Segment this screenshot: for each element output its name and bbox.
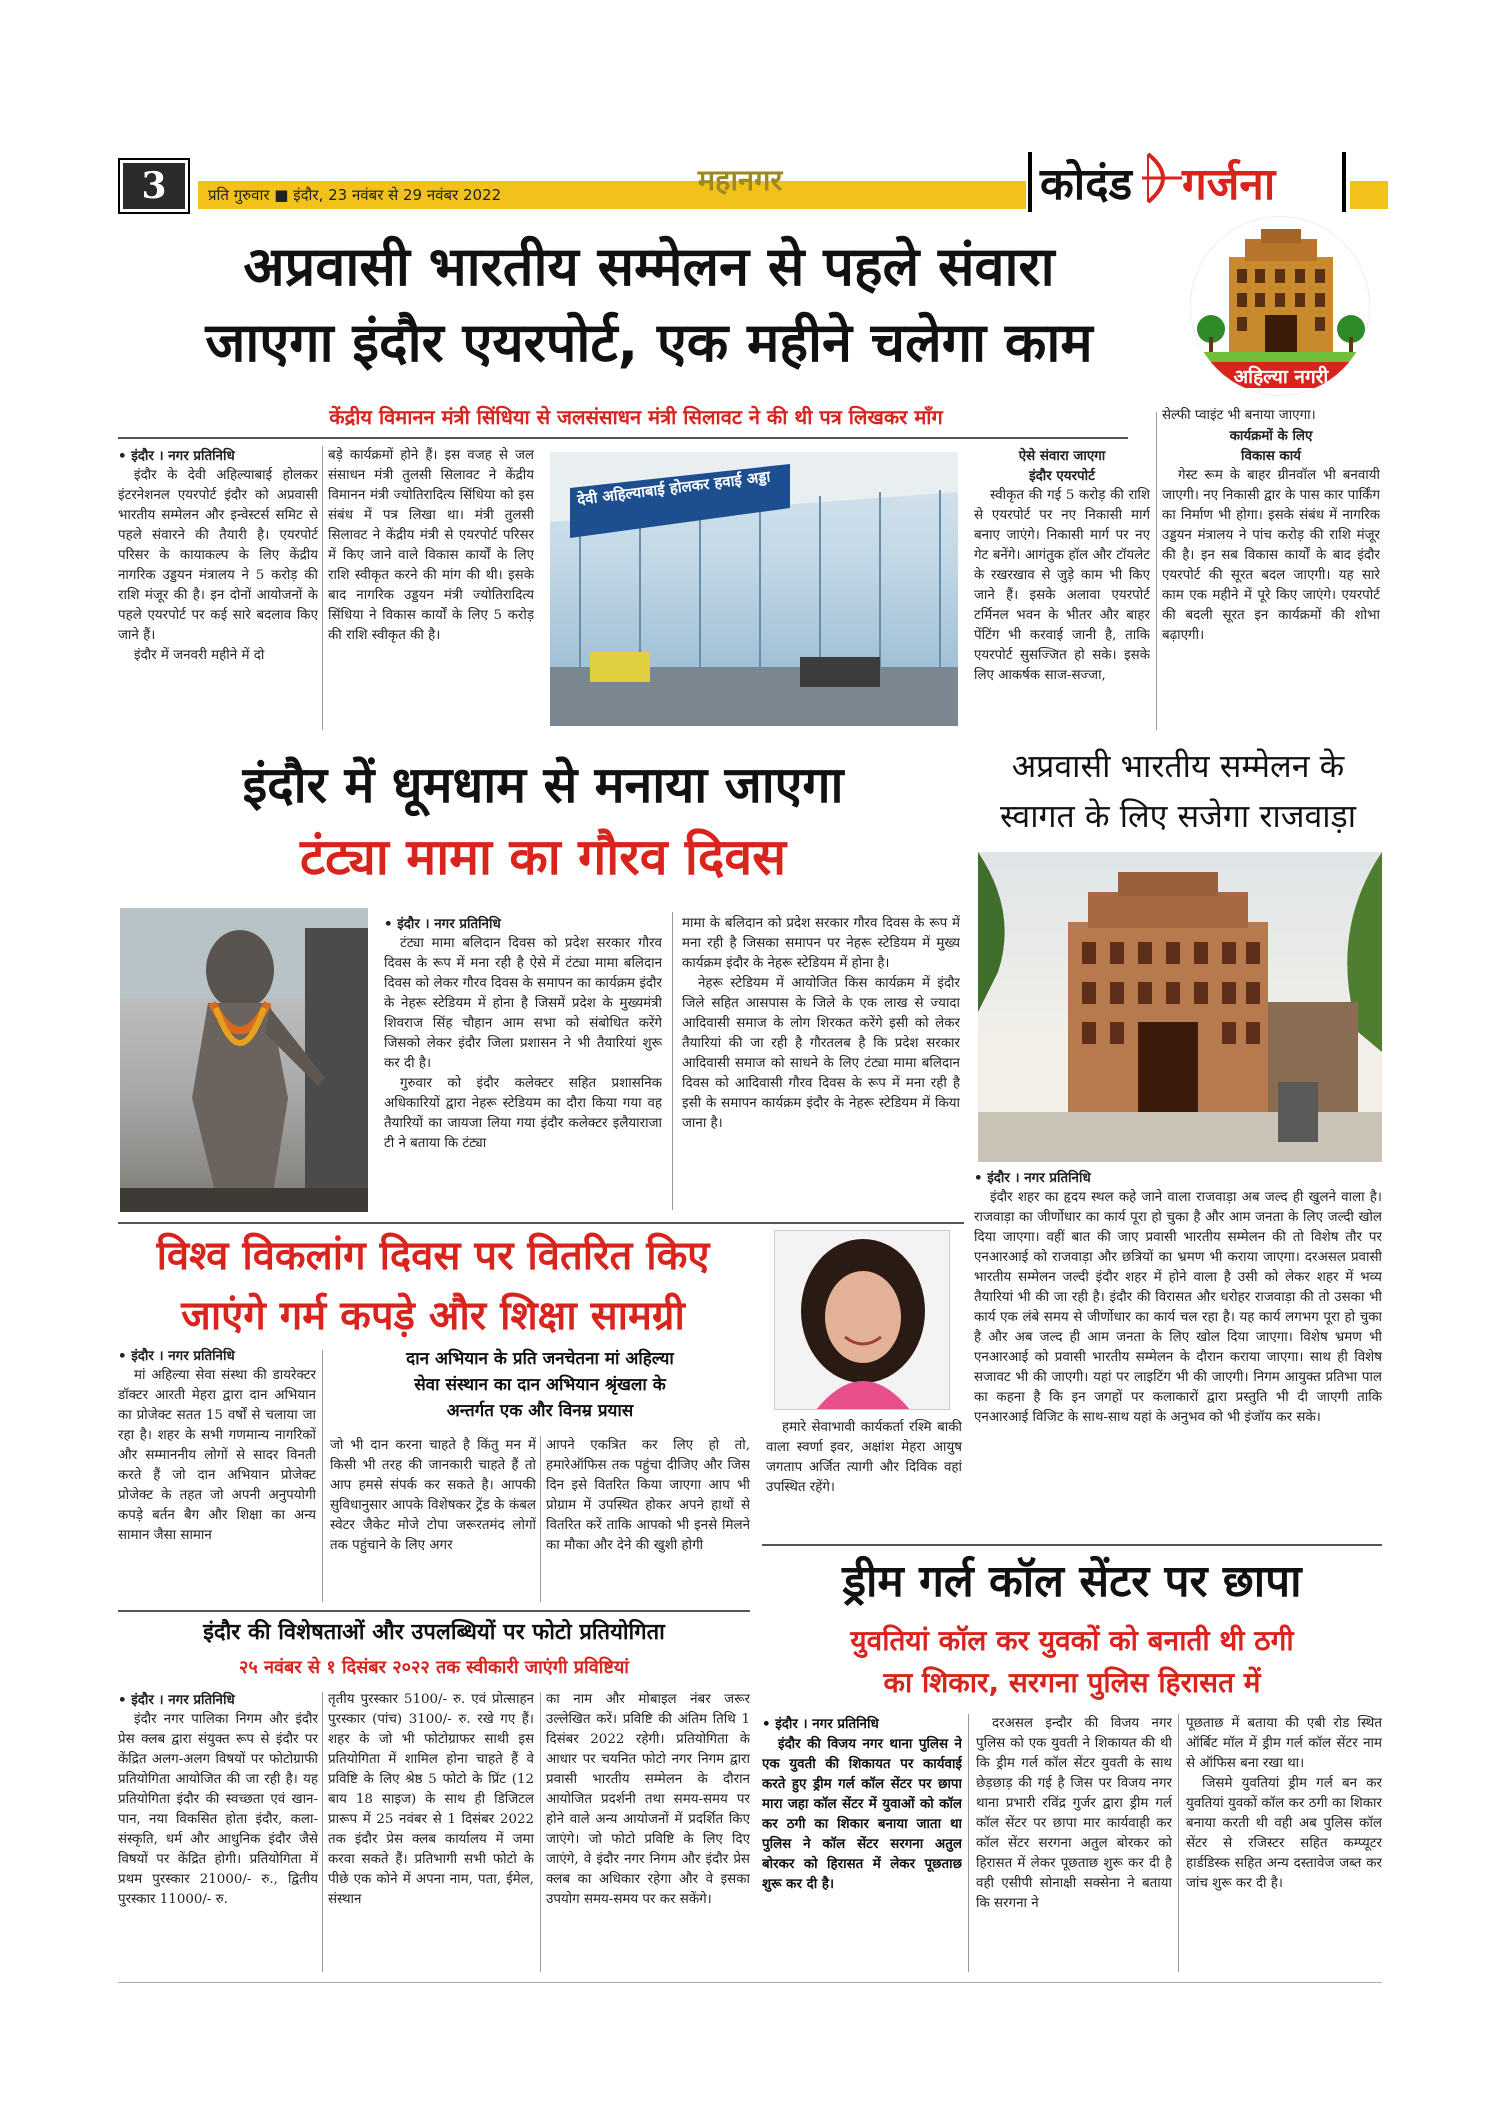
- airport-col1-para: इंदौर के देवी अहिल्याबाई होलकर इंटरनेशनल एयरपोर्ट इंदौर को अप्रवासी भारतीय सम्मेलन और इन्वेस्टर्स समिट से पहले संवारने की तैयारी है। एयरपोर्ट परिसर के कायाकल्प के लिए केंद्रीय नागरिक उड्डयन मंत्रालय ने 5 करोड़ की राशि मंजूर की है। इन दोनों आयोजनों के पहले एयरपोर्ट पर कई सारे बदलाव किए जाने हैं।: [118, 468, 318, 643]
- disability-column-2: [330, 1436, 536, 1604]
- disability-col3-para: आपने एकत्रित कर लिए हो तो, हमारेऑफिस तक पहुंचा दीजिए और जिस दिन इसे वितरित किया जाएगा आप भी प्रोग्राम में उपस्थित होकर अपने हाथों से वितरित करें ताकि आपको भी इनसे मिलने का मौका और देने की खुशी होगी: [546, 1438, 750, 1553]
- disability-column-3: [546, 1436, 750, 1604]
- column-divider: [322, 446, 323, 730]
- airport-column-2: [328, 446, 534, 732]
- airport-box-heading-1: ऐसे संवारा जाएगा: [1018, 448, 1106, 464]
- airport-col4-para: गेस्ट रूम के बाहर ग्रीनवॉल भी बनवायी जाएगी। नए निकासी द्वार के पास कार पार्किंग का निर्माण भी होगा। इसके संबंध में नागरिक उड्डयन मंत्रालय ने पांच करोड़ की राशि मंजूर की है। इन सब विकास कार्यों के बाद इंदौर एयरपोर्ट की सूरत बदल जाएगी। यह सारे काम एक महीने में पूरे किए जाएंगे। एयरपोर्ट की बदली सूरत इन कार्यक्रमों की शोभा बढ़ाएगी।: [1162, 468, 1380, 643]
- airport-byline: • इंदौर । नगर प्रतिनिधि: [118, 448, 235, 464]
- callcenter-col3-para: पूछताछ में बताया की एबी रोड स्थित ऑर्बिट मॉल में ड्रीम गर्ल कॉल सेंटर नाम से ऑफिस बना रखा था।: [1186, 1716, 1382, 1771]
- donation-box-line-1: दान अभियान के प्रति जनचेतना मां अहिल्या: [406, 1349, 674, 1369]
- disability-headline-line-2: जाएंगे गर्म कपड़े और शिक्षा सामग्री: [181, 1293, 685, 1339]
- page-number-box: [118, 158, 190, 214]
- masthead-divider-left: [1028, 152, 1032, 212]
- callcenter-col2-para: दरअसल इन्दौर की विजय नगर पुलिस को एक युवती ने शिकायत की थी कि ड्रीम गर्ल कॉल सेंटर युवती के साथ छेड़छाड़ की गई है जिस पर विजय नगर थाना प्रभारी रविंद्र गुर्जर द्वारा ड्रीम गर्ल कॉल सेंटर पर छापा मार कार्यवाही कर कॉल सेंटर सरगना अतुल बोरकर को हिरासत में लेकर पूछताछ शुरू कर दी है वही एसीपी सोनाक्षी सक्सेना ने बताया कि सरगना ने: [976, 1716, 1172, 1911]
- column-divider: [968, 1714, 969, 1972]
- airport-col4-heading-2: विकास कार्य: [1241, 448, 1301, 464]
- volunteer-caption-text: हमारे सेवाभावी कार्यकर्ता रश्मि बाकी वाला स्वर्णा इवर, अक्षांश मेहरा आयुष जगताप अर्जित त्यागी और दिविक वहां उपस्थित रहेंगे।: [766, 1420, 962, 1495]
- tantya-headline-line-1: इंदौर में धूमधाम से मनाया जाएगा: [242, 756, 844, 814]
- column-divider: [322, 1692, 323, 1972]
- photo-contest-col3-para: का नाम और मोबाइल नंबर जरूर उल्लेखित करें। प्रविष्टि की अंतिम तिथि 1 दिसंबर 2022 रहेगी। प्रतियोगिता के आधार पर चयनित फोटो नगर निगम द्वारा प्रवासी भारतीय सम्मेलन के दौरान आयोजित प्रदर्शनी तथा समय-समय पर होने वाले अन्य आयोजनों में प्रदर्शित किए जाएंगे। जो फोटो प्रविष्टि के लिए दिए जाएंगे, वे इंदौर नगर निगम और इंदौर प्रेस क्लब का अधिकार रहेगा और वे इसका उपयोग समय-समय पर कर सकेंगे।: [546, 1692, 750, 1907]
- airport-box-heading-2: इंदौर एयरपोर्ट: [1029, 468, 1095, 484]
- airport-photo-sign: देवी अहिल्याबाई होलकर हवाई अड्डा: [576, 467, 772, 509]
- masthead-band-right: [1350, 181, 1388, 209]
- column-divider: [1156, 412, 1157, 730]
- airport-col4-heading-1: कार्यक्रमों के लिए: [1229, 428, 1313, 444]
- callcenter-subhead-line-1: युवतियां कॉल कर युवकों को बनाती थी ठगी: [850, 1624, 1294, 1657]
- tantya-col1-para-b: गुरुवार को इंदौर कलेक्टर सहित प्रशासनिक अधिकारियों द्वारा नेहरू स्टेडियम का दौरा किया गया वह तैयारियों का जायजा लिया गया इंदौर कलेक्टर इलैयाराजा टी ने बताया कि टंट्या: [384, 1076, 662, 1151]
- airport-headline-line-2: जाएगा इंदौर एयरपोर्ट, एक महीने चलेगा काम: [205, 311, 1093, 374]
- photo-contest-col1-para: इंदौर नगर पालिका निगम और इंदौर प्रेस क्लब द्वारा संयुक्त रूप से इंदौर पर केंद्रित अलग-अलग विषयों पर फोटोग्राफी प्रतियोगिता आयोजित की जा रही है। यह प्रतियोगिता इंदौर की स्वच्छता एवं खान-पान, नया विकसित होता इंदौर, कला-संस्कृति, धर्म और आधुनिक इंदौर जैसे विषयों पर केंद्रित होगी। प्रतियोगिता में प्रथम पुरस्कार 21000/- रु., द्वितीय पुरस्कार 11000/- रु.: [118, 1712, 318, 1907]
- column-divider: [1178, 1714, 1179, 1972]
- rajwada-headline-line-1: अप्रवासी भारतीय सम्मेलन के: [1011, 747, 1345, 785]
- tantya-mama-statue-photo: [120, 908, 368, 1212]
- section-rule: [118, 1610, 750, 1612]
- disability-col1-para: मां अहिल्या सेवा संस्था की डायरेक्टर डॉक्टर आरती मेहरा द्वारा दान अभियान का प्रोजेक्ट सतत 15 वर्षों से चलाया जा रहा है। शहर के सभी गणमान्य नागरिकों और सम्माननीय लोगों से सादर विनती करते हैं जो दान अभियान प्रोजेक्ट प्रोजेक्ट के तहत जो अपनी अनुपयोगी कपड़े बर्तन बैग और शिक्षा का अन्य सामान जैसा सामान: [118, 1368, 316, 1543]
- airport-col2-para: बड़े कार्यक्रमों होने हैं। इस वजह से जल संसाधन मंत्री तुलसी सिलावट ने केंद्रीय विमानन मंत्री ज्योतिरादित्य सिंधिया को इस संबंध में पत्र लिखा था। मंत्री तुलसी सिलावट ने केंद्रीय मंत्री से एयरपोर्ट परिसर में किए जाने वाले विकास कार्यों के लिए राशि स्वीकृत करने की मांग की थी। इसके बाद नागरिक उड्डयन मंत्री ज्योतिरादित्य सिंधिया ने विकास कार्यों के लिए 5 करोड़ की राशि स्वीकृत की है।: [328, 448, 534, 643]
- page-number: 3: [123, 163, 185, 209]
- airport-photo: [550, 452, 958, 726]
- rajwada-body: इंदौर शहर का हृदय स्थल कहे जाने वाला राजवाड़ा अब जल्द ही खुलने वाला है। राजवाड़ा का जीर्णोधार का कार्य पूरा हो चुका है और आम जनता के लिए जल्दी खोल दिया जाएगा। वहीं बात की जाए प्रवासी भारतीय सम्मेलन की तो विशेष तौर पर एनआरआई को राजवाड़ा और छत्रियों का भ्रमण भी कराया जाएगा। दरअसल प्रवासी भारतीय सम्मेलन जल्दी इंदौर शहर में होने वाला है उसी को लेकर शहर में भव्य तैयारियां भी की जा रही है। इंदौर की विरासत और धरोहर राजवाड़ा की तो उसका भी कार्य एक लंबे समय से जीर्णोधार का कार्य चल रहा है। यह कार्य लगभग पूरा हो चुका है और अब जल्द ही आम जनता के लिए खोल दिया जाएगा। विशेष भ्रमण भी एनआरआई को प्रवासी भारतीय सम्मेलन के दौरान कराया जाएगा। साथ ही विशेष सजावट भी की जाएगी। यहां पर लाइटिंग भी की जाएगी। निगम आयुक्त प्रतिभा पाल का कहना है कि इन जगहों पर कलाकारों द्वारा प्रस्तुति भी दी जाएगी ताकि एनआरआई विजिट के साथ-साथ यहां के अनुभव को भी इंजॉय कर सके।: [974, 1190, 1382, 1425]
- photo-contest-subhead: २५ नवंबर से १ दिसंबर २०२२ तक स्वीकारी जाएंगी प्रविष्टियां: [239, 1657, 629, 1678]
- brand-name-left: कोदंड: [1040, 159, 1133, 210]
- donation-box-line-3: अन्तर्गत एक और विनम्र प्रयास: [446, 1401, 634, 1421]
- disability-byline: • इंदौर । नगर प्रतिनिधि: [118, 1348, 235, 1364]
- tantya-column-1: [384, 914, 662, 1214]
- column-divider: [540, 1436, 541, 1602]
- airport-col4-top: सेल्फी प्वाइंट भी बनाया जाएगा।: [1162, 408, 1316, 423]
- tantya-headline-line-2: टंट्या मामा का गौरव दिवस: [299, 828, 787, 886]
- donation-drive-box: [330, 1346, 750, 1424]
- masthead-divider-right: [1342, 152, 1346, 212]
- volunteer-portrait-photo: [774, 1230, 950, 1410]
- column-divider: [540, 1692, 541, 1972]
- photo-contest-column-1: [118, 1690, 318, 1974]
- section-rule: [762, 1544, 1382, 1546]
- bottom-rule: [118, 1982, 1382, 1983]
- tantya-byline: • इंदौर । नगर प्रतिनिधि: [384, 916, 501, 932]
- airport-column-4: [1162, 406, 1380, 732]
- volunteer-caption: [766, 1418, 962, 1538]
- emblem-caption: अहिल्या नगरी: [1233, 366, 1329, 388]
- tantya-column-2: [682, 914, 960, 1214]
- bow-icon: [1140, 150, 1184, 206]
- airport-subhead-rule: [118, 437, 1128, 439]
- airport-subhead: केंद्रीय विमानन मंत्री सिंधिया से जलसंसाधन मंत्री सिलावट ने की थी पत्र लिखकर माँग: [329, 405, 943, 429]
- callcenter-column-1: [762, 1714, 962, 1976]
- section-rule: [118, 1222, 964, 1224]
- tantya-col2-para-b: नेहरू स्टेडियम में आयोजित किस कार्यक्रम में इंदौर जिले सहित आसपास के जिले के एक लाख से ज्यादा आदिवासी समाज के लोग शिरकत करेंगे इसी को लेकर तैयारियां की जा रही है गौरतलब है कि प्रदेश सरकार आदिवासी समाज को साधने के लिए टंट्या मामा बलिदान दिवस को आदिवासी गौरव दिवस के रूप में मना रही है इसी के समापन कार्यक्रम इंदौर के नेहरू स्टेडियम में किया जाना है।: [682, 976, 960, 1131]
- section-name: महानगर: [697, 163, 783, 197]
- callcenter-col3-para-b: जिसमे युवतियां ड्रीम गर्ल बन कर युवतियां युवकों कॉल कर ठगी का शिकार बनाया करती थी वही अब पुलिस कॉल सेंटर से रजिस्टर सहित कम्प्यूटर हार्डडिस्क सहित अन्य दस्तावेज जब्त कर जांच शुरू कर दी है।: [1186, 1776, 1382, 1891]
- disability-column-1: [118, 1346, 316, 1604]
- callcenter-column-2: [976, 1714, 1172, 1976]
- photo-contest-headline: इंदौर की विशेषताओं और उपलब्धियों पर फोटो प्रतियोगिता: [203, 1620, 665, 1645]
- callcenter-headline: ड्रीम गर्ल कॉल सेंटर पर छापा: [842, 1556, 1302, 1607]
- photo-contest-column-3: [546, 1690, 750, 1974]
- donation-box-line-2: सेवा संस्थान का दान अभियान श्रृंखला के: [414, 1375, 666, 1395]
- rajwada-byline: • इंदौर । नगर प्रतिनिधि: [974, 1170, 1091, 1186]
- disability-col2-para: जो भी दान करना चाहते है किंतु मन में किसी भी तरह की जानकारी चाहते हैं तो आप हमसे संपर्क कर सकते है। आपकी सुविधानुसार आपके विशेषकर ट्रेंड के कंबल स्वेटर जैकेट मोजे टोपा जरूरतमंद लोगों तक पहुंचाने के लिए अगर: [330, 1438, 536, 1553]
- brand-name-right: गर्जना: [1182, 159, 1276, 210]
- rajwada-headline-line-2: स्वागत के लिए सजेगा राजवाड़ा: [999, 797, 1357, 835]
- airport-column-3: [974, 446, 1150, 732]
- airport-column-1: [118, 446, 318, 732]
- airport-headline-line-1: अप्रवासी भारतीय सम्मेलन से पहले संवारा: [243, 235, 1055, 298]
- issue-line: प्रति गुरुवार ■ इंदौर, 23 नवंबर से 29 नवंबर 2022: [208, 186, 502, 204]
- callcenter-byline: • इंदौर । नगर प्रतिनिधि: [762, 1716, 879, 1732]
- photo-contest-byline: • इंदौर । नगर प्रतिनिधि: [118, 1692, 235, 1708]
- airport-col3-para: स्वीकृत की गई 5 करोड़ की राशि से एयरपोर्ट पर नए निकासी मार्ग बनाए जाएंगे। निकासी मार्ग पर नए गेट बनेंगे। आगंतुक हॉल और टॉयलेट के रखरखाव से जुड़े काम भी किए जाने हैं। इसके अलावा एयरपोर्ट टर्मिनल भवन के भीतर और बाहर पेंटिंग भी करवाई जानी है, ताकि एयरपोर्ट सुसज्जित हो सके। इसके लिए आकर्षक साज-सज्जा,: [974, 488, 1150, 683]
- airport-col1-para-b: इंदौर में जनवरी महीने में दो: [134, 648, 265, 663]
- callcenter-subhead-line-2: का शिकार, सरगना पुलिस हिरासत में: [883, 1666, 1261, 1699]
- column-divider: [322, 1350, 323, 1602]
- tantya-col2-para: मामा के बलिदान को प्रदेश सरकार गौरव दिवस के रूप में मना रही है जिसका समापन पर नेहरू स्टेडियम में मुख्य कार्यक्रम इंदौर के नेहरू स्टेडियम में होना है।: [682, 916, 960, 971]
- rajwada-column: [974, 1168, 1382, 1538]
- ahilya-nagri-emblem: [1190, 216, 1370, 396]
- disability-headline-line-1: विश्व विकलांग दिवस पर वितरित किए: [156, 1233, 710, 1279]
- photo-contest-column-2: [328, 1690, 534, 1974]
- tantya-col1-para: टंट्या मामा बलिदान दिवस को प्रदेश सरकार गौरव दिवस के रूप में मना रही है ऐसे में टंट्या मामा बलिदान दिवस को लेकर गौरव दिवस के समापन का कार्यक्रम इंदौर के नेहरू स्टेडियम में होना है जिसमें प्रदेश के मुख्यमंत्री शिवराज सिंह चौहान आम सभा को संबोधित करेंगे जिसको लेकर इंदौर जिला प्रशासन ने भी तैयारियां शुरू कर दी है।: [384, 936, 662, 1071]
- rajwada-palace-photo: [978, 852, 1382, 1162]
- callcenter-col1-para: इंदौर की विजय नगर थाना पुलिस ने एक युवती की शिकायत पर कार्यवाई करते हुए ड्रीम गर्ल कॉल सेंटर पर छापा मारा जहा कॉल सेंटर में युवाओं को कॉल कर ठगी का शिकार बनाया जाता था पुलिस ने कॉल सेंटर सरगना अतुल बोरकर को हिरासत में लेकर पूछताछ शुरू कर दी है।: [762, 1736, 962, 1892]
- photo-contest-col2-para: तृतीय पुरस्कार 5100/- रु. एवं प्रोत्साहन पुरस्कार (पांच) 3100/- रु. रखे गए हैं। शहर के जो भी फोटोग्राफर साथी इस प्रतियोगिता में शामिल होना चाहते हैं वे प्रविष्टि के लिए श्रेष्ठ 5 फोटो के प्रिंट (12 बाय 18 साइज) के साथ ही डिजिटल प्रारूप में 25 नवंबर से 1 दिसंबर 2022 तक इंदौर प्रेस क्लब कार्यालय में जमा करवा सकते हैं। प्रतिभागी सभी फोटो के पीछे एक कोने में अपना नाम, पता, ईमेल, संस्थान: [328, 1692, 534, 1907]
- column-divider: [672, 912, 673, 1210]
- callcenter-column-3: [1186, 1714, 1382, 1976]
